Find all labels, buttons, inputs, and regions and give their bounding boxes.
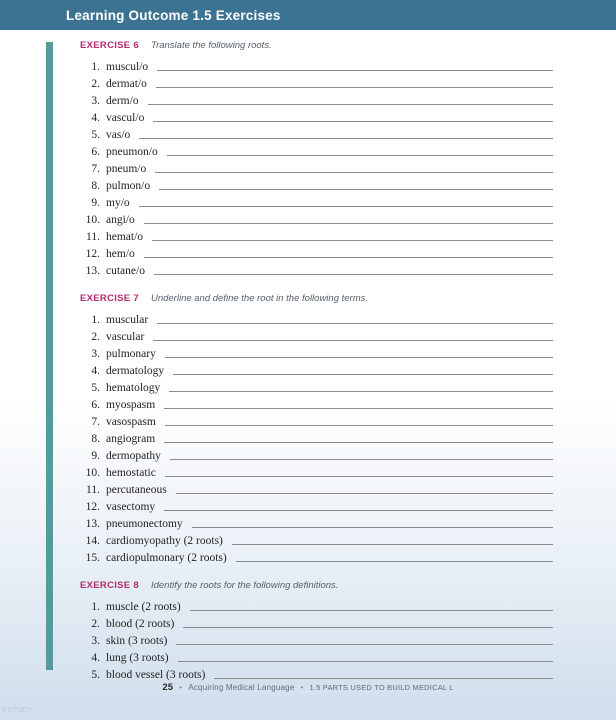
item-number: 2. xyxy=(91,618,100,630)
item-number: 7. xyxy=(91,163,100,175)
answer-blank-line xyxy=(232,544,553,545)
answer-blank-line xyxy=(164,442,553,443)
exercise-item xyxy=(80,109,553,126)
answer-blank-line xyxy=(159,189,553,190)
item-number: 9. xyxy=(91,450,100,462)
item-term: myospasm xyxy=(106,399,156,411)
exercise-instruction: Underline and define the root in the following terms. xyxy=(150,293,369,304)
item-term: pulmonary xyxy=(106,348,156,360)
exercise-item xyxy=(80,447,553,464)
exercise-item xyxy=(80,228,553,245)
answer-blank-line xyxy=(236,561,553,562)
item-term: pneumonectomy xyxy=(106,518,183,530)
exercise-item xyxy=(80,194,553,211)
item-term: pneum/o xyxy=(106,163,147,175)
item-number: 6. xyxy=(91,399,100,411)
item-term: dermat/o xyxy=(106,78,147,90)
item-term: muscul/o xyxy=(106,61,149,73)
item-term: angi/o xyxy=(106,214,135,226)
item-term: lung (3 roots) xyxy=(106,652,169,664)
item-term: vas/o xyxy=(106,129,131,141)
answer-blank-line xyxy=(155,172,553,173)
item-number: 1. xyxy=(91,601,100,613)
answer-blank-line xyxy=(157,70,553,71)
exercise-item xyxy=(80,311,553,328)
exercise-item xyxy=(80,345,553,362)
exercise-item xyxy=(80,177,553,194)
answer-blank-line xyxy=(190,610,553,611)
exercise-label: EXERCISE 8 xyxy=(80,580,139,591)
answer-blank-line xyxy=(164,510,553,511)
exercise-item xyxy=(80,211,553,228)
item-number: 11. xyxy=(86,484,100,496)
item-number: 2. xyxy=(91,331,100,343)
answer-blank-line xyxy=(157,323,553,324)
exercise-item xyxy=(80,58,553,75)
item-term: vascular xyxy=(106,331,145,343)
item-number: 5. xyxy=(91,382,100,394)
item-number: 9. xyxy=(91,197,100,209)
item-number: 15. xyxy=(85,552,100,564)
exercise-item xyxy=(80,549,553,566)
answer-blank-line xyxy=(165,476,553,477)
exercise-item xyxy=(80,262,553,279)
item-term: pulmon/o xyxy=(106,180,151,192)
exercise-label: EXERCISE 6 xyxy=(80,40,139,51)
item-term: dermatology xyxy=(106,365,165,377)
item-term: hem/o xyxy=(106,248,135,260)
page-header xyxy=(0,0,616,30)
answer-blank-line xyxy=(144,257,553,258)
answer-blank-line xyxy=(176,644,553,645)
exercise-item xyxy=(80,362,553,379)
answer-blank-line xyxy=(214,678,553,679)
page-number: 25 xyxy=(162,682,174,693)
answer-blank-line xyxy=(156,87,553,88)
answer-blank-line xyxy=(165,425,553,426)
exercise-item xyxy=(80,666,553,683)
item-number: 13. xyxy=(85,265,100,277)
left-accent-bar xyxy=(46,42,53,670)
item-number: 10. xyxy=(85,214,100,226)
item-number: 4. xyxy=(91,112,100,124)
answer-blank-line xyxy=(165,357,553,358)
answer-blank-line xyxy=(173,374,553,375)
answer-blank-line xyxy=(183,627,553,628)
answer-blank-line xyxy=(139,206,553,207)
answer-blank-line xyxy=(164,408,553,409)
exercise-item xyxy=(80,615,553,632)
item-number: 14. xyxy=(85,535,100,547)
item-term: cutane/o xyxy=(106,265,145,277)
item-term: skin (3 roots) xyxy=(106,635,168,647)
answer-blank-line xyxy=(170,459,553,460)
answer-blank-line xyxy=(139,138,553,139)
exercise-section xyxy=(80,293,553,566)
exercise-section xyxy=(80,40,553,279)
exercise-item xyxy=(80,328,553,345)
item-number: 1. xyxy=(91,314,100,326)
exercise-item-list xyxy=(80,311,553,566)
exercise-item xyxy=(80,143,553,160)
item-term: hemostatic xyxy=(106,467,156,479)
item-number: 4. xyxy=(91,652,100,664)
exercise-item xyxy=(80,649,553,666)
exercise-label: EXERCISE 7 xyxy=(80,293,139,304)
item-term: vasectomy xyxy=(106,501,156,513)
item-term: muscle (2 roots) xyxy=(106,601,181,613)
footer-separator: • xyxy=(300,683,304,692)
exercise-section xyxy=(80,580,553,683)
item-number: 11. xyxy=(86,231,100,243)
item-number: 8. xyxy=(91,180,100,192)
item-number: 8. xyxy=(91,433,100,445)
item-number: 5. xyxy=(91,129,100,141)
item-number: 6. xyxy=(91,146,100,158)
item-number: 3. xyxy=(91,95,100,107)
item-term: muscular xyxy=(106,314,149,326)
item-term: blood vessel (3 roots) xyxy=(106,669,206,681)
exercise-instruction: Identify the roots for the following definitions. xyxy=(150,580,339,591)
exercise-item xyxy=(80,464,553,481)
exercise-item xyxy=(80,379,553,396)
item-term: percutaneous xyxy=(106,484,167,496)
item-term: vascul/o xyxy=(106,112,145,124)
answer-blank-line xyxy=(176,493,553,494)
item-number: 3. xyxy=(91,635,100,647)
page-footer xyxy=(0,682,616,693)
answer-blank-line xyxy=(167,155,553,156)
book-title: Acquiring Medical Language xyxy=(188,683,295,692)
item-term: angiogram xyxy=(106,433,156,445)
answer-blank-line xyxy=(152,240,553,241)
item-number: 4. xyxy=(91,365,100,377)
footer-section-reference: 1.5 PARTS USED TO BUILD MEDICAL L xyxy=(309,683,454,692)
item-number: 1. xyxy=(91,61,100,73)
page-title: Learning Outcome 1.5 Exercises xyxy=(66,7,281,23)
exercise-item xyxy=(80,413,553,430)
exercise-item xyxy=(80,532,553,549)
answer-blank-line xyxy=(148,104,553,105)
item-number: 10. xyxy=(85,467,100,479)
item-term: vasospasm xyxy=(106,416,156,428)
item-number: 7. xyxy=(91,416,100,428)
exercise-item xyxy=(80,126,553,143)
answer-blank-line xyxy=(178,661,553,662)
item-number: 12. xyxy=(85,248,100,260)
exercise-item xyxy=(80,396,553,413)
exercise-item xyxy=(80,245,553,262)
exercise-item xyxy=(80,498,553,515)
answer-blank-line xyxy=(144,223,553,224)
answer-blank-line xyxy=(153,121,553,122)
exercise-heading xyxy=(80,580,553,592)
item-number: 2. xyxy=(91,78,100,90)
item-term: hemat/o xyxy=(106,231,144,243)
exercise-instruction: Translate the following roots. xyxy=(150,40,272,51)
exercise-item xyxy=(80,430,553,447)
footer-separator: • xyxy=(179,683,183,692)
exercise-heading xyxy=(80,293,553,305)
answer-blank-line xyxy=(154,274,553,275)
answer-blank-line xyxy=(192,527,553,528)
exercise-item xyxy=(80,632,553,649)
item-term: dermopathy xyxy=(106,450,161,462)
item-term: derm/o xyxy=(106,95,139,107)
item-term: hematology xyxy=(106,382,161,394)
exercise-item xyxy=(80,160,553,177)
exercise-item xyxy=(80,92,553,109)
item-number: 13. xyxy=(85,518,100,530)
answer-blank-line xyxy=(169,391,553,392)
item-term: pneumon/o xyxy=(106,146,158,158)
exercise-item-list xyxy=(80,598,553,683)
exercises-container xyxy=(80,40,553,697)
item-number: 5. xyxy=(91,669,100,681)
item-term: my/o xyxy=(106,197,130,209)
exercise-item xyxy=(80,75,553,92)
item-number: 12. xyxy=(85,501,100,513)
item-number: 3. xyxy=(91,348,100,360)
exercise-item xyxy=(80,515,553,532)
exercise-item xyxy=(80,481,553,498)
exercise-heading xyxy=(80,40,553,52)
item-term: blood (2 roots) xyxy=(106,618,175,630)
exercise-item xyxy=(80,598,553,615)
watermark: ESTUDY xyxy=(2,707,34,714)
item-term: cardiomyopathy (2 roots) xyxy=(106,535,223,547)
item-term: cardiopulmonary (2 roots) xyxy=(106,552,227,564)
exercise-item-list xyxy=(80,58,553,279)
answer-blank-line xyxy=(153,340,553,341)
